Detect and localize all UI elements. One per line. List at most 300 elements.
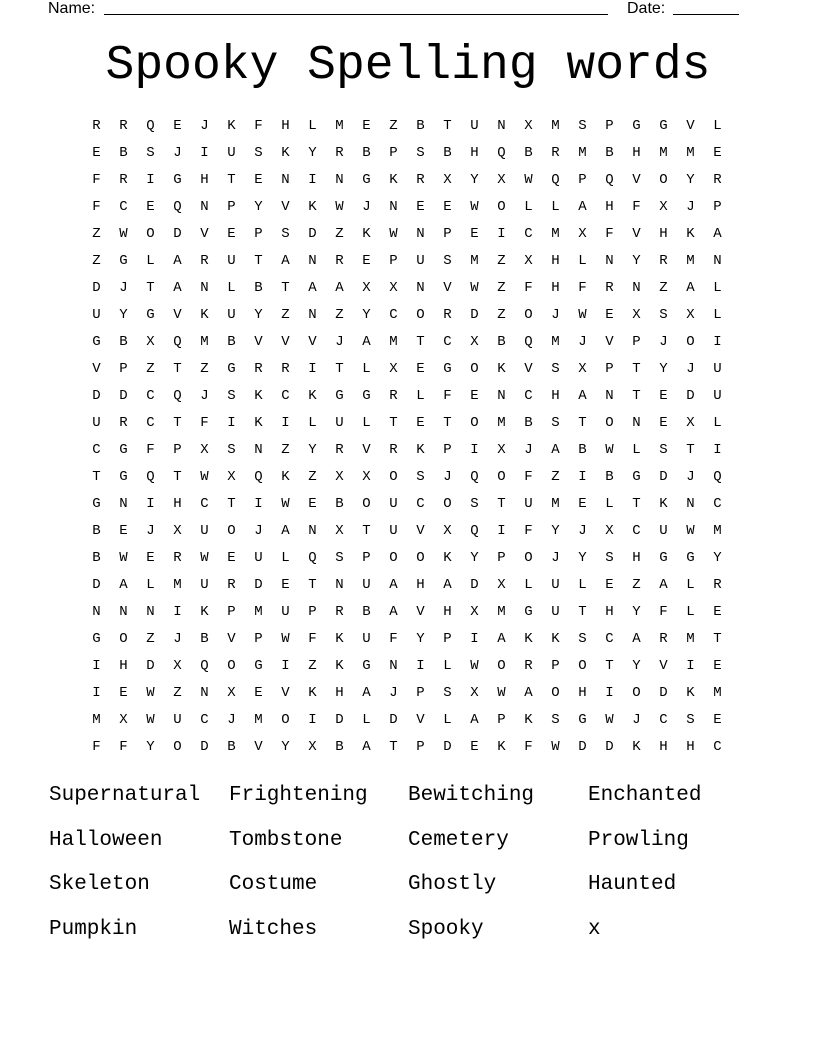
grid-letter[interactable]: X (524, 253, 533, 269)
grid-letter[interactable]: I (686, 658, 695, 674)
grid-letter[interactable]: U (281, 604, 290, 620)
grid-letter[interactable]: O (443, 496, 452, 512)
grid-letter[interactable]: O (551, 685, 560, 701)
grid-letter[interactable]: A (551, 442, 560, 458)
grid-letter[interactable]: V (416, 604, 425, 620)
grid-letter[interactable]: R (119, 415, 128, 431)
grid-letter[interactable]: L (578, 577, 587, 593)
grid-letter[interactable]: E (470, 388, 479, 404)
grid-letter[interactable]: M (254, 712, 263, 728)
grid-letter[interactable]: X (470, 334, 479, 350)
grid-letter[interactable]: Z (389, 118, 398, 134)
grid-letter[interactable]: F (92, 172, 101, 188)
grid-letter[interactable]: P (551, 658, 560, 674)
grid-letter[interactable]: G (659, 550, 668, 566)
grid-letter[interactable]: R (659, 253, 668, 269)
grid-letter[interactable]: W (605, 712, 614, 728)
grid-letter[interactable]: N (308, 253, 317, 269)
grid-letter[interactable]: N (416, 280, 425, 296)
grid-letter[interactable]: W (146, 685, 155, 701)
grid-letter[interactable]: N (308, 523, 317, 539)
grid-letter[interactable]: N (632, 280, 641, 296)
grid-letter[interactable]: N (92, 604, 101, 620)
grid-letter[interactable]: M (389, 334, 398, 350)
grid-letter[interactable]: Q (524, 334, 533, 350)
grid-letter[interactable]: R (551, 145, 560, 161)
grid-letter[interactable]: J (200, 118, 209, 134)
grid-letter[interactable]: L (146, 577, 155, 593)
grid-letter[interactable]: B (497, 334, 506, 350)
grid-letter[interactable]: M (659, 145, 668, 161)
grid-letter[interactable]: X (443, 523, 452, 539)
grid-letter[interactable]: M (335, 118, 344, 134)
grid-letter[interactable]: K (551, 631, 560, 647)
grid-letter[interactable]: S (659, 307, 668, 323)
grid-letter[interactable]: I (173, 604, 182, 620)
grid-letter[interactable]: Q (254, 469, 263, 485)
grid-letter[interactable]: A (308, 280, 317, 296)
grid-letter[interactable]: X (227, 685, 236, 701)
grid-letter[interactable]: G (524, 604, 533, 620)
grid-letter[interactable]: C (416, 496, 425, 512)
grid-letter[interactable]: U (551, 577, 560, 593)
grid-letter[interactable]: X (308, 739, 317, 755)
grid-letter[interactable]: W (524, 172, 533, 188)
grid-letter[interactable]: Y (119, 307, 128, 323)
grid-letter[interactable]: X (632, 307, 641, 323)
grid-letter[interactable]: Z (497, 253, 506, 269)
grid-letter[interactable]: T (362, 523, 371, 539)
grid-letter[interactable]: E (119, 523, 128, 539)
grid-letter[interactable]: Q (173, 199, 182, 215)
grid-letter[interactable]: I (308, 172, 317, 188)
grid-letter[interactable]: C (389, 307, 398, 323)
grid-letter[interactable]: U (551, 604, 560, 620)
grid-letter[interactable]: I (713, 442, 722, 458)
grid-letter[interactable]: C (713, 496, 722, 512)
grid-letter[interactable]: X (227, 469, 236, 485)
grid-letter[interactable]: R (659, 631, 668, 647)
grid-letter[interactable]: E (308, 496, 317, 512)
grid-letter[interactable]: C (443, 334, 452, 350)
grid-letter[interactable]: I (416, 658, 425, 674)
grid-letter[interactable]: I (281, 658, 290, 674)
grid-letter[interactable]: P (632, 334, 641, 350)
grid-letter[interactable]: C (200, 712, 209, 728)
grid-letter[interactable]: I (227, 415, 236, 431)
grid-letter[interactable]: S (416, 145, 425, 161)
grid-letter[interactable]: U (659, 523, 668, 539)
grid-letter[interactable]: A (281, 253, 290, 269)
grid-letter[interactable]: N (335, 172, 344, 188)
grid-letter[interactable]: L (713, 415, 722, 431)
grid-letter[interactable]: Y (146, 739, 155, 755)
grid-letter[interactable]: U (713, 361, 722, 377)
grid-letter[interactable]: N (119, 496, 128, 512)
grid-letter[interactable]: K (308, 199, 317, 215)
grid-letter[interactable]: B (119, 145, 128, 161)
grid-letter[interactable]: P (443, 442, 452, 458)
grid-letter[interactable]: E (443, 199, 452, 215)
grid-letter[interactable]: F (524, 469, 533, 485)
grid-letter[interactable]: J (173, 145, 182, 161)
grid-letter[interactable]: T (497, 496, 506, 512)
grid-letter[interactable]: V (281, 334, 290, 350)
grid-letter[interactable]: S (227, 442, 236, 458)
grid-letter[interactable]: I (470, 631, 479, 647)
grid-letter[interactable]: O (497, 658, 506, 674)
grid-letter[interactable]: B (362, 145, 371, 161)
grid-letter[interactable]: A (362, 334, 371, 350)
grid-letter[interactable]: Z (632, 577, 641, 593)
grid-letter[interactable]: Z (335, 226, 344, 242)
grid-letter[interactable]: O (470, 361, 479, 377)
grid-letter[interactable]: L (443, 712, 452, 728)
grid-letter[interactable]: V (659, 658, 668, 674)
grid-letter[interactable]: T (443, 415, 452, 431)
grid-letter[interactable]: H (551, 388, 560, 404)
grid-letter[interactable]: M (470, 253, 479, 269)
grid-letter[interactable]: G (92, 631, 101, 647)
grid-letter[interactable]: Q (470, 469, 479, 485)
grid-letter[interactable]: E (470, 226, 479, 242)
grid-letter[interactable]: C (200, 496, 209, 512)
grid-letter[interactable]: U (200, 577, 209, 593)
grid-letter[interactable]: M (686, 631, 695, 647)
grid-letter[interactable]: J (146, 523, 155, 539)
grid-letter[interactable]: W (389, 226, 398, 242)
grid-letter[interactable]: U (173, 712, 182, 728)
grid-letter[interactable]: M (254, 604, 263, 620)
grid-letter[interactable]: X (578, 226, 587, 242)
grid-letter[interactable]: Z (335, 307, 344, 323)
grid-letter[interactable]: I (497, 523, 506, 539)
grid-letter[interactable]: V (524, 361, 533, 377)
grid-letter[interactable]: G (362, 658, 371, 674)
grid-letter[interactable]: Y (308, 442, 317, 458)
grid-letter[interactable]: P (308, 604, 317, 620)
grid-letter[interactable]: F (389, 631, 398, 647)
grid-letter[interactable]: Q (146, 469, 155, 485)
grid-letter[interactable]: P (578, 172, 587, 188)
grid-letter[interactable]: W (605, 442, 614, 458)
grid-letter[interactable]: Y (713, 550, 722, 566)
grid-letter[interactable]: L (713, 280, 722, 296)
grid-letter[interactable]: I (713, 334, 722, 350)
grid-letter[interactable]: J (173, 631, 182, 647)
grid-letter[interactable]: G (227, 361, 236, 377)
grid-letter[interactable]: A (497, 631, 506, 647)
grid-letter[interactable]: L (308, 415, 317, 431)
grid-letter[interactable]: Z (146, 361, 155, 377)
grid-letter[interactable]: T (605, 658, 614, 674)
grid-letter[interactable]: E (362, 118, 371, 134)
grid-letter[interactable]: K (281, 469, 290, 485)
grid-letter[interactable]: N (308, 307, 317, 323)
grid-letter[interactable]: L (416, 388, 425, 404)
grid-letter[interactable]: T (173, 469, 182, 485)
grid-letter[interactable]: E (659, 388, 668, 404)
grid-letter[interactable]: A (686, 280, 695, 296)
grid-letter[interactable]: N (713, 253, 722, 269)
grid-letter[interactable]: T (713, 631, 722, 647)
grid-letter[interactable]: O (227, 658, 236, 674)
grid-letter[interactable]: Q (497, 145, 506, 161)
grid-letter[interactable]: H (443, 604, 452, 620)
grid-letter[interactable]: I (254, 496, 263, 512)
grid-letter[interactable]: H (686, 739, 695, 755)
grid-letter[interactable]: F (524, 523, 533, 539)
grid-letter[interactable]: U (362, 631, 371, 647)
grid-letter[interactable]: L (281, 550, 290, 566)
grid-letter[interactable]: H (416, 577, 425, 593)
grid-letter[interactable]: V (632, 226, 641, 242)
grid-letter[interactable]: L (605, 496, 614, 512)
grid-letter[interactable]: H (632, 145, 641, 161)
grid-letter[interactable]: U (713, 388, 722, 404)
grid-letter[interactable]: S (335, 550, 344, 566)
grid-letter[interactable]: E (254, 172, 263, 188)
grid-letter[interactable]: C (659, 712, 668, 728)
grid-letter[interactable]: E (578, 496, 587, 512)
grid-letter[interactable]: S (686, 712, 695, 728)
grid-letter[interactable]: X (470, 604, 479, 620)
grid-letter[interactable]: M (713, 685, 722, 701)
grid-letter[interactable]: D (200, 739, 209, 755)
grid-letter[interactable]: R (605, 280, 614, 296)
grid-letter[interactable]: O (227, 523, 236, 539)
grid-letter[interactable]: P (227, 604, 236, 620)
grid-letter[interactable]: F (605, 226, 614, 242)
grid-letter[interactable]: P (119, 361, 128, 377)
grid-letter[interactable]: A (335, 280, 344, 296)
grid-letter[interactable]: E (281, 577, 290, 593)
grid-letter[interactable]: N (335, 577, 344, 593)
date-blank-line[interactable] (673, 14, 739, 15)
grid-letter[interactable]: E (146, 550, 155, 566)
grid-letter[interactable]: N (200, 199, 209, 215)
grid-letter[interactable]: N (686, 496, 695, 512)
grid-letter[interactable]: A (281, 523, 290, 539)
grid-letter[interactable]: X (659, 199, 668, 215)
grid-letter[interactable]: J (389, 685, 398, 701)
grid-letter[interactable]: U (200, 523, 209, 539)
grid-letter[interactable]: U (227, 253, 236, 269)
grid-letter[interactable]: G (254, 658, 263, 674)
grid-letter[interactable]: S (443, 253, 452, 269)
grid-letter[interactable]: K (524, 631, 533, 647)
grid-letter[interactable]: P (389, 253, 398, 269)
grid-letter[interactable]: E (416, 415, 425, 431)
grid-letter[interactable]: R (335, 145, 344, 161)
grid-letter[interactable]: D (578, 739, 587, 755)
grid-letter[interactable]: N (389, 199, 398, 215)
grid-letter[interactable]: T (173, 415, 182, 431)
grid-letter[interactable]: T (416, 334, 425, 350)
grid-letter[interactable]: M (200, 334, 209, 350)
grid-letter[interactable]: W (200, 550, 209, 566)
grid-letter[interactable]: D (659, 469, 668, 485)
grid-letter[interactable]: I (92, 658, 101, 674)
grid-letter[interactable]: U (92, 307, 101, 323)
grid-letter[interactable]: X (470, 685, 479, 701)
grid-letter[interactable]: R (335, 604, 344, 620)
grid-letter[interactable]: D (173, 226, 182, 242)
grid-letter[interactable]: S (605, 550, 614, 566)
grid-letter[interactable]: G (119, 253, 128, 269)
grid-letter[interactable]: V (281, 685, 290, 701)
grid-letter[interactable]: O (497, 469, 506, 485)
grid-letter[interactable]: K (686, 685, 695, 701)
grid-letter[interactable]: T (632, 388, 641, 404)
grid-letter[interactable]: E (605, 577, 614, 593)
grid-letter[interactable]: C (524, 388, 533, 404)
grid-letter[interactable]: N (389, 658, 398, 674)
grid-letter[interactable]: D (119, 388, 128, 404)
grid-letter[interactable]: V (200, 226, 209, 242)
grid-letter[interactable]: H (200, 172, 209, 188)
grid-letter[interactable]: I (578, 469, 587, 485)
grid-letter[interactable]: D (335, 712, 344, 728)
grid-letter[interactable]: S (578, 118, 587, 134)
grid-letter[interactable]: R (416, 172, 425, 188)
grid-letter[interactable]: C (605, 631, 614, 647)
grid-letter[interactable]: Q (173, 388, 182, 404)
grid-letter[interactable]: Q (605, 172, 614, 188)
grid-letter[interactable]: O (416, 550, 425, 566)
grid-letter[interactable]: W (119, 550, 128, 566)
grid-letter[interactable]: T (389, 739, 398, 755)
grid-letter[interactable]: H (632, 550, 641, 566)
grid-letter[interactable]: V (632, 172, 641, 188)
grid-letter[interactable]: A (470, 712, 479, 728)
grid-letter[interactable]: X (497, 577, 506, 593)
grid-letter[interactable]: M (551, 118, 560, 134)
grid-letter[interactable]: R (254, 361, 263, 377)
grid-letter[interactable]: R (119, 172, 128, 188)
grid-letter[interactable]: K (497, 361, 506, 377)
grid-letter[interactable]: B (605, 469, 614, 485)
grid-letter[interactable]: I (605, 685, 614, 701)
grid-letter[interactable]: J (200, 388, 209, 404)
name-blank-line[interactable] (104, 14, 608, 15)
grid-letter[interactable]: B (119, 334, 128, 350)
grid-letter[interactable]: G (173, 172, 182, 188)
grid-letter[interactable]: E (362, 253, 371, 269)
grid-letter[interactable]: C (524, 226, 533, 242)
grid-letter[interactable]: J (362, 199, 371, 215)
grid-letter[interactable]: A (119, 577, 128, 593)
grid-letter[interactable]: A (578, 199, 587, 215)
grid-letter[interactable]: D (92, 577, 101, 593)
grid-letter[interactable]: A (362, 685, 371, 701)
grid-letter[interactable]: F (146, 442, 155, 458)
grid-letter[interactable]: O (146, 226, 155, 242)
grid-letter[interactable]: A (173, 253, 182, 269)
grid-letter[interactable]: K (524, 712, 533, 728)
grid-letter[interactable]: V (254, 334, 263, 350)
grid-letter[interactable]: D (470, 307, 479, 323)
grid-letter[interactable]: R (389, 442, 398, 458)
grid-letter[interactable]: G (335, 388, 344, 404)
grid-letter[interactable]: K (416, 442, 425, 458)
grid-letter[interactable]: U (227, 307, 236, 323)
grid-letter[interactable]: U (416, 253, 425, 269)
grid-letter[interactable]: I (200, 145, 209, 161)
grid-letter[interactable]: T (146, 280, 155, 296)
grid-letter[interactable]: X (200, 442, 209, 458)
grid-letter[interactable]: R (713, 172, 722, 188)
grid-letter[interactable]: X (497, 172, 506, 188)
grid-letter[interactable]: U (389, 496, 398, 512)
grid-letter[interactable]: P (605, 361, 614, 377)
grid-letter[interactable]: F (524, 280, 533, 296)
grid-letter[interactable]: S (659, 442, 668, 458)
grid-letter[interactable]: O (632, 685, 641, 701)
grid-letter[interactable]: X (443, 172, 452, 188)
grid-letter[interactable]: H (281, 118, 290, 134)
grid-letter[interactable]: V (254, 739, 263, 755)
grid-letter[interactable]: Y (578, 550, 587, 566)
grid-letter[interactable]: S (254, 145, 263, 161)
grid-letter[interactable]: B (362, 604, 371, 620)
grid-letter[interactable]: P (227, 199, 236, 215)
grid-letter[interactable]: K (362, 226, 371, 242)
grid-letter[interactable]: I (92, 685, 101, 701)
grid-letter[interactable]: U (389, 523, 398, 539)
grid-letter[interactable]: W (281, 631, 290, 647)
grid-letter[interactable]: R (92, 118, 101, 134)
grid-letter[interactable]: J (686, 361, 695, 377)
grid-letter[interactable]: Z (146, 631, 155, 647)
grid-letter[interactable]: F (92, 199, 101, 215)
grid-letter[interactable]: E (119, 685, 128, 701)
grid-letter[interactable]: M (497, 604, 506, 620)
grid-letter[interactable]: J (578, 334, 587, 350)
grid-letter[interactable]: X (686, 415, 695, 431)
grid-letter[interactable]: H (335, 685, 344, 701)
grid-letter[interactable]: R (713, 577, 722, 593)
grid-letter[interactable]: X (335, 523, 344, 539)
grid-letter[interactable]: T (281, 280, 290, 296)
grid-letter[interactable]: O (389, 550, 398, 566)
grid-letter[interactable]: G (119, 469, 128, 485)
grid-letter[interactable]: V (605, 334, 614, 350)
grid-letter[interactable]: E (146, 199, 155, 215)
grid-letter[interactable]: D (308, 226, 317, 242)
grid-letter[interactable]: K (632, 739, 641, 755)
grid-letter[interactable]: G (659, 118, 668, 134)
grid-letter[interactable]: B (254, 280, 263, 296)
grid-letter[interactable]: M (92, 712, 101, 728)
grid-letter[interactable]: E (416, 361, 425, 377)
grid-letter[interactable]: J (551, 550, 560, 566)
grid-letter[interactable]: H (659, 739, 668, 755)
grid-letter[interactable]: Z (308, 469, 317, 485)
grid-letter[interactable]: B (200, 631, 209, 647)
grid-letter[interactable]: R (524, 658, 533, 674)
grid-letter[interactable]: C (92, 442, 101, 458)
grid-letter[interactable]: P (362, 550, 371, 566)
grid-letter[interactable]: E (254, 685, 263, 701)
grid-letter[interactable]: C (713, 739, 722, 755)
grid-letter[interactable]: O (497, 199, 506, 215)
grid-letter[interactable]: L (713, 118, 722, 134)
grid-letter[interactable]: B (335, 496, 344, 512)
grid-letter[interactable]: H (551, 253, 560, 269)
grid-letter[interactable]: N (605, 253, 614, 269)
grid-letter[interactable]: U (227, 145, 236, 161)
